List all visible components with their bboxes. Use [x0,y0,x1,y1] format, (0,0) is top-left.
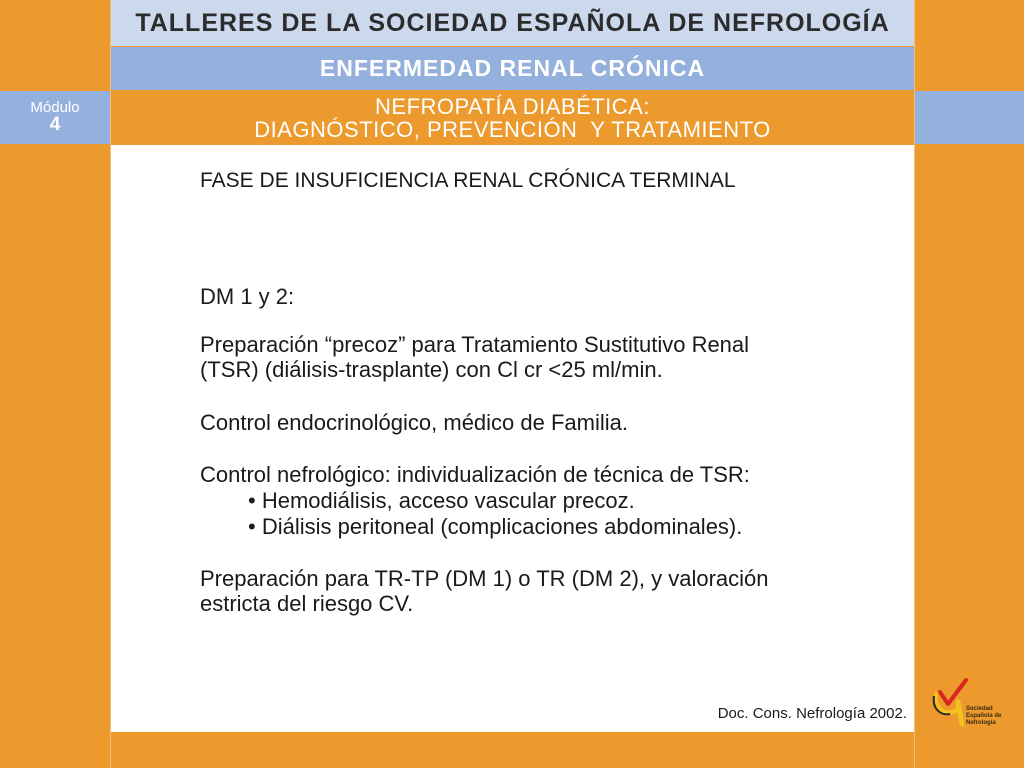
transplant-paragraph [200,566,900,616]
citation: Doc. Cons. Nefrología 2002. [717,705,907,722]
logo-text [966,706,1001,727]
topic-bar [111,47,914,90]
preparation-paragraph [200,332,900,382]
tr-line1: Preparación para TR-TP (DM 1) o TR (DM 2), y valoración [200,566,769,591]
topic-title: ENFERMEDAD RENAL CRÓNICA [319,55,706,81]
bullet-hemodialysis: • Hemodiálisis, acceso vascular precoz. [248,488,635,513]
preparation-line2: (TSR) (diálisis-trasplante) con Cl cr <25 ml/min. [200,357,663,382]
module-label: Módulo [30,99,80,116]
society-title-bar [111,0,914,46]
subtopic-line1: NEFROPATÍA DIABÉTICA: [375,93,650,119]
subtopic-line2: DIAGNÓSTICO, PREVENCIÓN Y TRATAMIENTO [254,116,771,142]
dm-heading: DM 1 y 2: [200,284,295,309]
subtopic-bar [111,91,914,144]
logo-line2: Española de [966,713,1002,719]
module-badge [0,91,110,144]
content-title: FASE DE INSUFICIENCIA RENAL CRÓNICA TERMINAL [200,169,736,192]
logo-line3: Nefrología [966,720,996,726]
bullet-peritoneal: • Diálisis peritoneal (complicaciones abdominales). [248,514,743,539]
nephro-paragraph: Control nefrológico: individualización de técnica de TSR: [200,462,750,487]
endocrine-paragraph: Control endocrinológico, médico de Familia. [200,410,628,435]
right-blue-strip [915,91,1024,144]
slide-content [111,145,914,732]
module-number: 4 [49,114,61,135]
society-title: TALLERES DE LA SOCIEDAD ESPAÑOLA DE NEFROLOGÍA [135,8,890,37]
logo-line1: Sociedad [966,706,993,712]
tr-line2: estricta del riesgo CV. [200,591,414,616]
preparation-line1: Preparación “precoz” para Tratamiento Sustitutivo Renal [200,332,750,357]
